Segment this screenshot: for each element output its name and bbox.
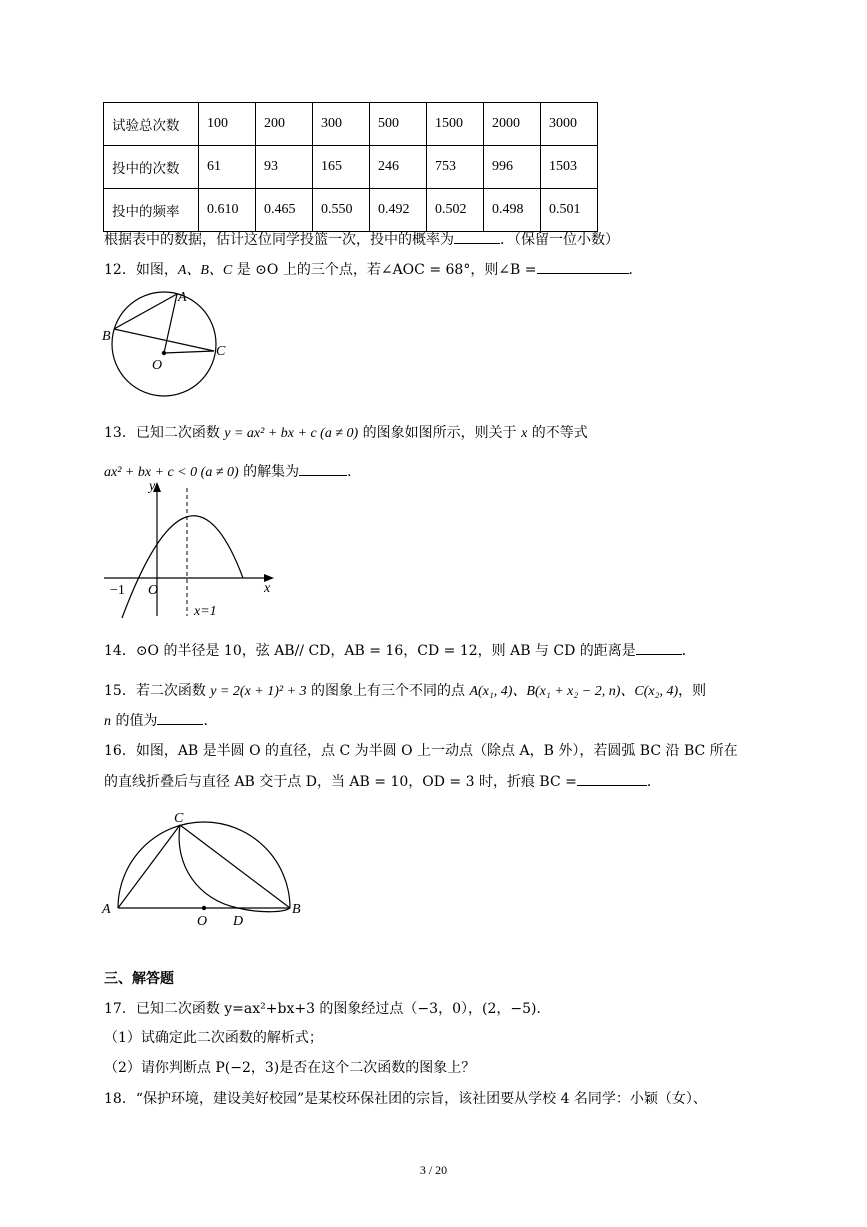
- table-row: [104, 103, 598, 146]
- segment-oc: [164, 351, 214, 353]
- question-12: [104, 260, 643, 281]
- q16-text: 16．如图，AB 是半圆 O 的直径，点 C 为半圆 O 上一动点（除点 A，B 外），若圆弧 BC 沿 BC 所在: [104, 743, 738, 759]
- label-b: B: [292, 902, 301, 917]
- table-cell: 1500: [427, 103, 484, 146]
- table-cell: 1503: [541, 146, 598, 189]
- question-15-line2: [104, 711, 217, 732]
- q13-prefix: 13．已知二次函数: [104, 425, 225, 441]
- table-row: [104, 189, 598, 232]
- table-cell: 93: [256, 146, 313, 189]
- table-cell: 0.492: [370, 189, 427, 232]
- table-row-header: 投中的次数: [104, 146, 199, 189]
- q15-variable: n: [104, 714, 111, 729]
- answer-blank: [537, 273, 629, 274]
- question-17-part1: （1）试确定此二次函数的解析式；: [104, 1030, 323, 1046]
- neg-one-label: −1: [110, 583, 125, 598]
- question-15-line1: [104, 681, 706, 702]
- q13-function: y = ax² + bx + c (a ≠ 0): [224, 426, 359, 441]
- segment-ac: [118, 825, 180, 908]
- q15-function: y = 2(x + 1)² + 3: [210, 684, 307, 699]
- q11-conclusion: [104, 230, 619, 250]
- table-cell: 165: [313, 146, 370, 189]
- table-cell: 200: [256, 103, 313, 146]
- table-cell: 500: [370, 103, 427, 146]
- label-o: O: [197, 914, 208, 929]
- answer-blank: [636, 654, 682, 655]
- q15-text: 的值为: [111, 713, 158, 729]
- x-axis-label: x: [264, 581, 271, 596]
- label-c: C: [216, 344, 226, 359]
- label-a: A: [102, 902, 111, 917]
- q15-points: A(x₁, 4)、B(x₁ + x₂ − 2, n)、C(x₂, 4): [469, 684, 679, 699]
- semicircle-arc: [118, 822, 290, 908]
- question-18: 18．“保护环境，建设美好校园”是某校环保社团的宗旨，该社团要从学校 4 名同学：小颖（女）、: [104, 1091, 707, 1107]
- question-14: [104, 641, 696, 661]
- table-cell: 61: [199, 146, 256, 189]
- table-cell: 996: [484, 146, 541, 189]
- q14-text: AB// CD，AB = 16，CD = 12，则 AB 与 CD 的距离是: [274, 643, 636, 659]
- frequency-table: [103, 102, 598, 232]
- q13-inequality: ax² + bx + c < 0 (a ≠ 0): [104, 465, 239, 480]
- table-row-header: 试验总次数: [104, 103, 199, 146]
- table-cell: 0.501: [541, 189, 598, 232]
- table-cell: 300: [313, 103, 370, 146]
- label-a: A: [178, 290, 187, 305]
- table-cell: 0.610: [199, 189, 256, 232]
- q12-circle-figure: [100, 285, 230, 403]
- answer-blank: [454, 243, 500, 244]
- q16-end: ．: [646, 774, 661, 790]
- table-cell: 246: [370, 146, 427, 189]
- q13-parabola-graph: [100, 476, 290, 621]
- parabola-curve: [122, 516, 243, 618]
- q15-text-end: ，则: [678, 683, 707, 699]
- q13-text: 的图象如图所示，则关于: [358, 425, 522, 441]
- q12-text: 是 ⊙O 上的三个点，若∠AOC = 68°，则∠B =: [232, 262, 537, 278]
- q11-note: ．（保留一位小数）: [500, 232, 619, 248]
- center-point: [162, 351, 166, 355]
- table-cell: 0.502: [427, 189, 484, 232]
- q13-variable: x: [521, 426, 528, 441]
- label-d: D: [233, 914, 244, 929]
- q15-end: ．: [203, 713, 218, 729]
- question-16-line2: [104, 772, 661, 792]
- q16-text: 的直线折叠后与直径 AB 交于点 D，当 AB = 10，OD = 3 时，折痕 BC =: [104, 774, 577, 790]
- q11-text: 根据表中的数据，估计这位同学投篮一次，投中的概率为: [104, 232, 454, 248]
- table-cell: 0.550: [313, 189, 370, 232]
- q15-text: 的图象上有三个不同的点: [306, 683, 470, 699]
- question-17-part2: （2）请你判断点 P(−2，3)是否在这个二次函数的图象上？: [104, 1060, 476, 1076]
- q13-end: ．: [347, 464, 362, 480]
- table-cell: 753: [427, 146, 484, 189]
- answer-blank: [299, 475, 347, 476]
- q14-prefix: 14．⊙O 的半径是 10，弦: [104, 643, 275, 659]
- question-17: 17．已知二次函数 y=ax²+bx+3 的图象经过点（−3，0），(2，−5)．: [104, 1001, 551, 1017]
- q12-end: ．: [628, 262, 643, 278]
- q16-semicircle-figure: [98, 805, 318, 930]
- table-cell: 3000: [541, 103, 598, 146]
- answer-blank: [157, 724, 203, 725]
- label-c: C: [174, 811, 184, 826]
- q14-end: ．: [681, 643, 696, 659]
- table-cell: 100: [199, 103, 256, 146]
- symmetry-axis-label: x=1: [194, 604, 217, 619]
- label-o: O: [152, 358, 163, 373]
- question-16-line1: [104, 741, 738, 761]
- center-point: [202, 906, 206, 910]
- table-row-header: 投中的频率: [104, 189, 199, 232]
- y-axis-label: y: [149, 479, 156, 494]
- section-heading: 三、解答题: [104, 971, 174, 987]
- label-b: B: [102, 329, 111, 344]
- segment-bc: [114, 329, 214, 351]
- q12-points: A、B、C: [177, 263, 233, 278]
- q15-prefix: 15．若二次函数: [104, 683, 211, 699]
- table-row: [104, 146, 598, 189]
- origin-label: O: [148, 583, 159, 598]
- folded-arc: [179, 825, 290, 912]
- table-cell: 0.465: [256, 189, 313, 232]
- table-cell: 0.498: [484, 189, 541, 232]
- q13-text: 的解集为: [238, 464, 300, 480]
- question-13-line1: [104, 423, 588, 444]
- page-number: 3 / 20: [419, 1163, 448, 1177]
- crease-bc: [180, 825, 290, 908]
- circle-o: [112, 292, 216, 396]
- answer-blank: [577, 785, 647, 786]
- segment-ao: [164, 294, 177, 353]
- table-cell: 2000: [484, 103, 541, 146]
- q13-text-end: 的不等式: [527, 425, 588, 441]
- q12-prefix: 12．如图，: [104, 262, 178, 278]
